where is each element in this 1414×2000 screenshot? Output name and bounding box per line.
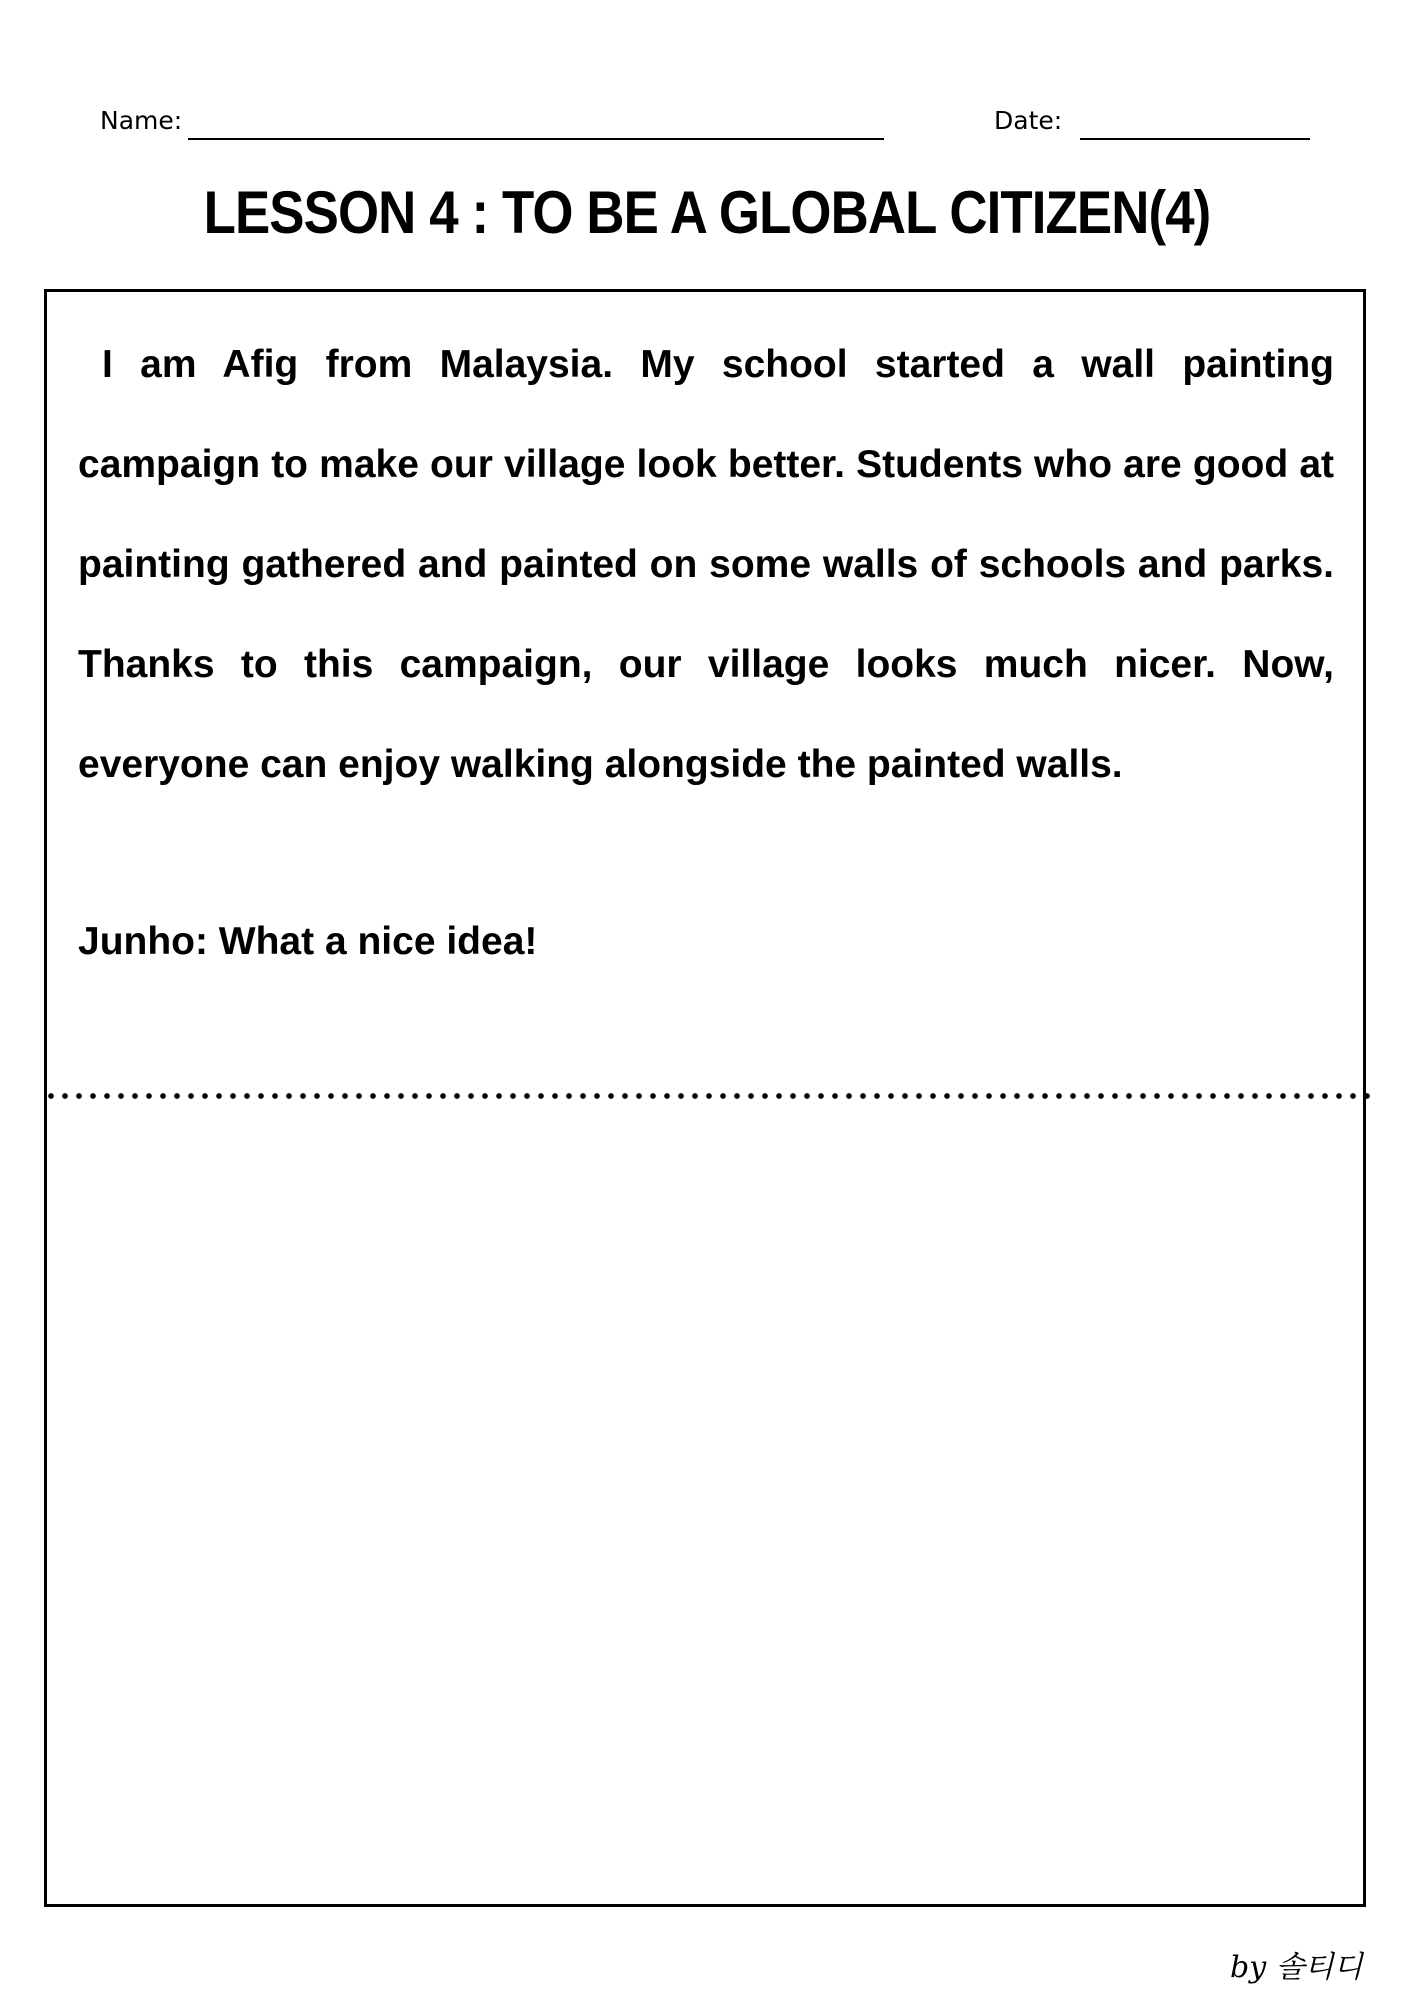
page-title: LESSON 4 : TO BE A GLOBAL CITIZEN(4) (203, 179, 1211, 246)
name-field[interactable] (188, 138, 884, 140)
date-field[interactable] (1080, 138, 1310, 140)
reply-line: Junho: What a nice idea! (78, 920, 538, 963)
passage-text: I am Afig from Malaysia. My school started a wall painting campaign to make our village look better. Students who are good at painting gathered and painted on some walls of schools and parks. Thanks to this campaign, our village looks much nicer. Now, everyone can enjoy walking alongside the painted walls. (78, 343, 1334, 786)
author-signature: by 솔티디 (1230, 1950, 1363, 1985)
name-label: Name: (100, 106, 183, 135)
date-label: Date: (994, 106, 1063, 135)
header-row (0, 100, 1414, 140)
dotted-divider (44, 1093, 1374, 1099)
reading-passage (78, 315, 1334, 815)
